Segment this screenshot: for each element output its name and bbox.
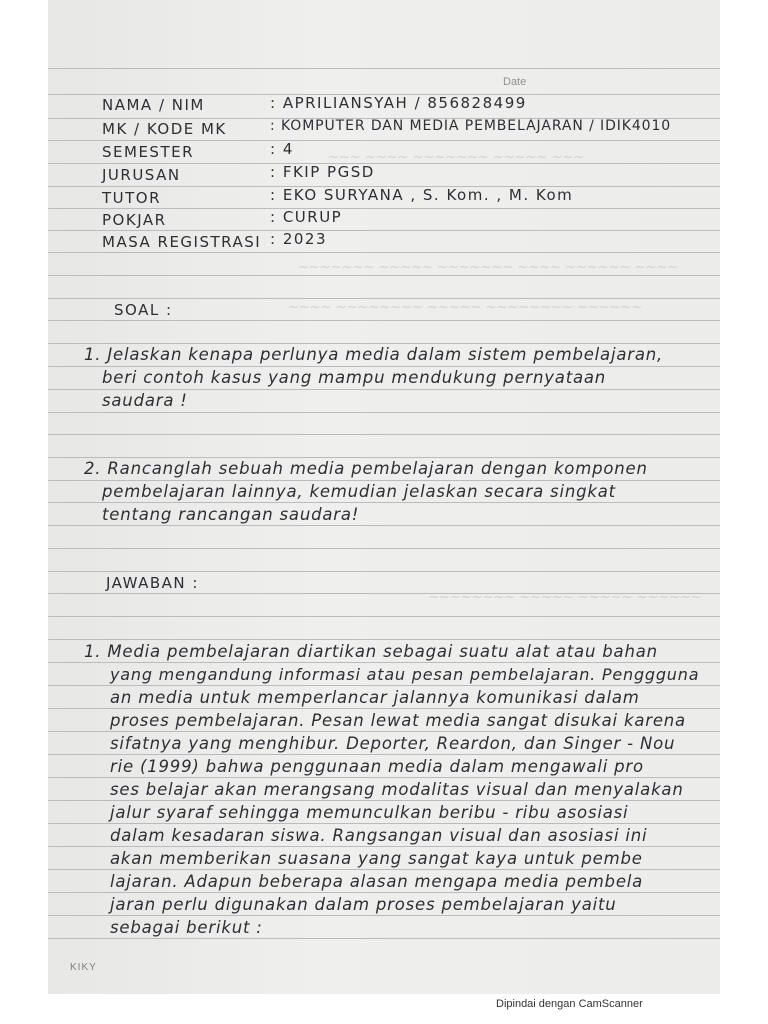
field-label-masa-registrasi: MASA REGISTRASI <box>102 233 262 251</box>
question-2-line-2: pembelajaran lainnya, kemudian jelaskan secara singkat <box>102 482 616 501</box>
question-2-line-3: tentang rancangan saudara! <box>102 505 360 524</box>
date-label: Date <box>503 76 527 88</box>
answer-line: ses belajar akan merangsang modalitas visual dan menyalakan <box>110 780 684 799</box>
notebook-brand: KIKY <box>70 962 97 973</box>
field-label-nama-nim: NAMA / NIM <box>102 96 205 114</box>
answer-line: 1. Media pembelajaran diartikan sebagai suatu alat atau bahan <box>84 642 658 661</box>
answer-line: proses pembelajaran. Pesan lewat media sangat disukai karena <box>110 711 686 730</box>
answer-line: yang mengandung informasi atau pesan pembelajaran. Penggguna <box>110 665 700 684</box>
answer-line: jalur syaraf sehingga memunculkan beribu - ribu asosiasi <box>110 803 629 822</box>
field-value-jurusan: : FKIP PGSD <box>270 163 375 181</box>
field-value-masa-registrasi: : 2023 <box>270 230 327 248</box>
answer-line: rie (1999) bahwa penggunaan media dalam mengawali pro <box>110 757 644 776</box>
jawaban-heading: JAWABAN : <box>106 574 199 592</box>
field-label-mk-kode: MK / KODE MK <box>102 120 227 138</box>
field-label-tutor: TUTOR <box>102 189 162 207</box>
field-label-jurusan: JURUSAN <box>102 166 181 184</box>
field-value-pokjar: : CURUP <box>270 208 343 226</box>
field-value-semester: : 4 <box>270 140 294 158</box>
field-label-semester: SEMESTER <box>102 143 195 161</box>
show-through-text: ~~~ ~~~~ ~~~~~~~ ~~~~~ ~~~ <box>328 150 585 165</box>
answer-line: an media untuk memperlancar jalannya komunikasi dalam <box>110 688 640 707</box>
answer-line: sebagai berikut : <box>110 918 263 937</box>
field-value-tutor: : EKO SURYANA , S. Kom. , M. Kom <box>270 186 574 204</box>
answer-line: lajaran. Adapun beberapa alasan mengapa media pembela <box>110 872 644 891</box>
field-value-mk-kode: : KOMPUTER DAN MEDIA PEMBELAJARAN / IDIK4010 <box>270 118 672 134</box>
show-through-text: ~~~~~~~ ~~~~~ ~~~~~~~ ~~~~ ~~~~~~ ~~~~ <box>298 260 679 275</box>
notebook-page <box>48 0 720 994</box>
soal-heading: SOAL : <box>114 301 173 319</box>
answer-line: akan memberikan suasana yang sangat kaya untuk pembe <box>110 849 643 868</box>
answer-line: jaran perlu digunakan dalam proses pembelajaran yaitu <box>110 895 617 914</box>
field-value-nama-nim: : APRILIANSYAH / 856828499 <box>270 94 527 112</box>
scanner-watermark: Dipindai dengan CamScanner <box>496 998 643 1010</box>
question-2-line-1: 2. Rancanglah sebuah media pembelajaran dengan komponen <box>84 459 648 478</box>
question-1-line-2: beri contoh kasus yang mampu mendukung pernyataan <box>102 368 607 387</box>
answer-line: sifatnya yang menghibur. Deporter, Reardon, dan Singer - Nou <box>110 734 676 753</box>
answer-line: dalam kesadaran siswa. Rangsangan visual dan asosiasi ini <box>110 826 648 845</box>
question-1-line-3: saudara ! <box>102 391 188 410</box>
question-1-line-1: 1. Jelaskan kenapa perlunya media dalam sistem pembelajaran, <box>84 345 664 364</box>
field-label-pokjar: POKJAR <box>102 211 167 229</box>
show-through-text: ~~~~ ~~~~~~~~ ~~~~~ ~~~~~~~~ ~~~~~~ <box>288 300 643 315</box>
show-through-text: ~~~~~~~~ ~~~~~ ~~~~~ ~~~~~~ <box>428 590 702 605</box>
